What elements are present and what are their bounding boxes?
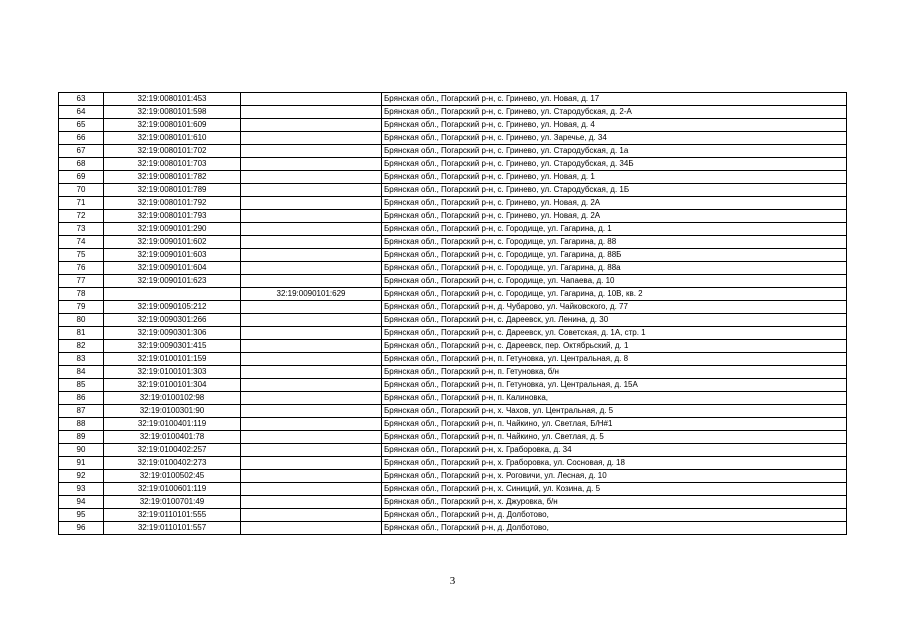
cadastral-number-cell: 32:19:0100402:273	[104, 457, 241, 470]
row-number-cell: 72	[59, 210, 104, 223]
address-cell: Брянская обл., Погарский р-н, п. Гетуновка, ул. Центральная, д. 8	[382, 353, 847, 366]
address-cell: Брянская обл., Погарский р-н, с. Гринево, ул. Стародубская, д. 1Б	[382, 184, 847, 197]
cadastral-number-cell: 32:19:0080101:702	[104, 145, 241, 158]
address-cell: Брянская обл., Погарский р-н, д. Долботово,	[382, 509, 847, 522]
table-row	[59, 275, 847, 288]
cadastral-number-secondary-cell	[241, 431, 382, 444]
cadastral-number-cell: 32:19:0090105:212	[104, 301, 241, 314]
address-cell: Брянская обл., Погарский р-н, х. Граборовка, ул. Сосновая, д. 18	[382, 457, 847, 470]
table-row	[59, 288, 847, 301]
cadastral-number-secondary-cell	[241, 392, 382, 405]
cadastral-number-secondary-cell	[241, 353, 382, 366]
address-cell: Брянская обл., Погарский р-н, с. Городище, ул. Гагарина, д. 10В, кв. 2	[382, 288, 847, 301]
cadastral-number-secondary-cell: 32:19:0090101:629	[241, 288, 382, 301]
address-cell: Брянская обл., Погарский р-н, д. Чубарово, ул. Чайковского, д. 77	[382, 301, 847, 314]
cadastral-number-cell: 32:19:0090101:602	[104, 236, 241, 249]
table-row	[59, 262, 847, 275]
row-number-cell: 93	[59, 483, 104, 496]
address-cell: Брянская обл., Погарский р-н, с. Гринево, ул. Заречье, д. 34	[382, 132, 847, 145]
cadastral-number-cell: 32:19:0100101:304	[104, 379, 241, 392]
address-cell: Брянская обл., Погарский р-н, п. Чайкино, ул. Светлая, Б/Н#1	[382, 418, 847, 431]
cadastral-number-cell: 32:19:0100101:159	[104, 353, 241, 366]
table-row	[59, 392, 847, 405]
cadastral-number-secondary-cell	[241, 262, 382, 275]
address-cell: Брянская обл., Погарский р-н, д. Долботово,	[382, 522, 847, 535]
row-number-cell: 91	[59, 457, 104, 470]
row-number-cell: 92	[59, 470, 104, 483]
row-number-cell: 81	[59, 327, 104, 340]
cadastral-number-cell: 32:19:0080101:703	[104, 158, 241, 171]
address-cell: Брянская обл., Погарский р-н, с. Дареевск, пер. Октябрьский, д. 1	[382, 340, 847, 353]
address-cell: Брянская обл., Погарский р-н, с. Гринево, ул. Новая, д. 17	[382, 93, 847, 106]
row-number-cell: 80	[59, 314, 104, 327]
cadastral-number-secondary-cell	[241, 314, 382, 327]
cadastral-number-secondary-cell	[241, 223, 382, 236]
cadastral-number-cell: 32:19:0100502:45	[104, 470, 241, 483]
row-number-cell: 66	[59, 132, 104, 145]
row-number-cell: 76	[59, 262, 104, 275]
cadastral-number-cell: 32:19:0080101:609	[104, 119, 241, 132]
row-number-cell: 89	[59, 431, 104, 444]
address-cell: Брянская обл., Погарский р-н, х. Синиций, ул. Козина, д. 5	[382, 483, 847, 496]
cadastral-number-cell: 32:19:0090101:604	[104, 262, 241, 275]
cadastral-number-secondary-cell	[241, 210, 382, 223]
table-row	[59, 327, 847, 340]
cadastral-number-cell: 32:19:0080101:793	[104, 210, 241, 223]
cadastral-number-secondary-cell	[241, 106, 382, 119]
address-cell: Брянская обл., Погарский р-н, п. Гетуновка, ул. Центральная, д. 15А	[382, 379, 847, 392]
row-number-cell: 75	[59, 249, 104, 262]
cadastral-number-secondary-cell	[241, 457, 382, 470]
table-row	[59, 249, 847, 262]
table-row	[59, 171, 847, 184]
cadastral-number-cell: 32:19:0080101:792	[104, 197, 241, 210]
cadastral-number-cell: 32:19:0100401:78	[104, 431, 241, 444]
table-row	[59, 106, 847, 119]
cadastral-number-cell: 32:19:0090301:415	[104, 340, 241, 353]
cadastral-number-secondary-cell	[241, 470, 382, 483]
row-number-cell: 83	[59, 353, 104, 366]
row-number-cell: 78	[59, 288, 104, 301]
row-number-cell: 70	[59, 184, 104, 197]
row-number-cell: 74	[59, 236, 104, 249]
cadastral-number-secondary-cell	[241, 327, 382, 340]
table-row	[59, 197, 847, 210]
cadastral-number-cell: 32:19:0080101:453	[104, 93, 241, 106]
address-cell: Брянская обл., Погарский р-н, с. Гринево, ул. Стародубская, д. 2-А	[382, 106, 847, 119]
cadastral-number-cell: 32:19:0090101:623	[104, 275, 241, 288]
cadastral-number-secondary-cell	[241, 366, 382, 379]
cadastral-number-secondary-cell	[241, 522, 382, 535]
table-row	[59, 418, 847, 431]
cadastral-number-cell: 32:19:0100401:119	[104, 418, 241, 431]
row-number-cell: 68	[59, 158, 104, 171]
cadastral-number-cell: 32:19:0080101:610	[104, 132, 241, 145]
table-row	[59, 340, 847, 353]
cadastral-number-cell: 32:19:0090301:266	[104, 314, 241, 327]
address-cell: Брянская обл., Погарский р-н, с. Городище, ул. Чапаева, д. 10	[382, 275, 847, 288]
cadastral-number-cell: 32:19:0100102:98	[104, 392, 241, 405]
address-cell: Брянская обл., Погарский р-н, с. Городище, ул. Гагарина, д. 88а	[382, 262, 847, 275]
table-row	[59, 379, 847, 392]
table-row	[59, 405, 847, 418]
row-number-cell: 71	[59, 197, 104, 210]
cadastral-number-cell: 32:19:0100601:119	[104, 483, 241, 496]
cadastral-number-secondary-cell	[241, 119, 382, 132]
address-cell: Брянская обл., Погарский р-н, х. Граборовка, д. 34	[382, 444, 847, 457]
address-cell: Брянская обл., Погарский р-н, с. Гринево, ул. Новая, д. 1	[382, 171, 847, 184]
table-row	[59, 366, 847, 379]
cadastral-number-cell	[104, 288, 241, 301]
address-cell: Брянская обл., Погарский р-н, х. Чахов, ул. Центральная, д. 5	[382, 405, 847, 418]
address-cell: Брянская обл., Погарский р-н, с. Городище, ул. Гагарина, д. 88Б	[382, 249, 847, 262]
cadastral-number-secondary-cell	[241, 145, 382, 158]
cadastral-number-secondary-cell	[241, 340, 382, 353]
page-number: 3	[449, 575, 456, 587]
address-cell: Брянская обл., Погарский р-н, х. Роговичи, ул. Лесная, д. 10	[382, 470, 847, 483]
cadastral-number-cell: 32:19:0090301:306	[104, 327, 241, 340]
row-number-cell: 64	[59, 106, 104, 119]
cadastral-number-secondary-cell	[241, 509, 382, 522]
table-row	[59, 483, 847, 496]
row-number-cell: 69	[59, 171, 104, 184]
cadastral-number-secondary-cell	[241, 249, 382, 262]
row-number-cell: 82	[59, 340, 104, 353]
address-cell: Брянская обл., Погарский р-н, с. Гринево, ул. Стародубская, д. 34Б	[382, 158, 847, 171]
address-cell: Брянская обл., Погарский р-н, п. Чайкино, ул. Светлая, д. 5	[382, 431, 847, 444]
address-cell: Брянская обл., Погарский р-н, с. Городище, ул. Гагарина, д. 88	[382, 236, 847, 249]
address-cell: Брянская обл., Погарский р-н, с. Гринево, ул. Стародубская, д. 1а	[382, 145, 847, 158]
row-number-cell: 88	[59, 418, 104, 431]
cadastral-number-secondary-cell	[241, 184, 382, 197]
cadastral-number-cell: 32:19:0080101:598	[104, 106, 241, 119]
cadastral-number-secondary-cell	[241, 171, 382, 184]
cadastral-number-cell: 32:19:0100301:90	[104, 405, 241, 418]
registry-table-body	[59, 93, 847, 535]
cadastral-number-secondary-cell	[241, 93, 382, 106]
cadastral-number-secondary-cell	[241, 418, 382, 431]
cadastral-number-secondary-cell	[241, 483, 382, 496]
row-number-cell: 77	[59, 275, 104, 288]
cadastral-number-cell: 32:19:0080101:782	[104, 171, 241, 184]
address-cell: Брянская обл., Погарский р-н, с. Дареевск, ул. Советская, д. 1А, стр. 1	[382, 327, 847, 340]
cadastral-number-secondary-cell	[241, 197, 382, 210]
cadastral-number-secondary-cell	[241, 275, 382, 288]
address-cell: Брянская обл., Погарский р-н, п. Калиновка,	[382, 392, 847, 405]
table-row	[59, 236, 847, 249]
row-number-cell: 85	[59, 379, 104, 392]
cadastral-number-cell: 32:19:0110101:555	[104, 509, 241, 522]
row-number-cell: 73	[59, 223, 104, 236]
table-row	[59, 210, 847, 223]
address-cell: Брянская обл., Погарский р-н, с. Гринево, ул. Новая, д. 4	[382, 119, 847, 132]
table-row	[59, 119, 847, 132]
table-row	[59, 158, 847, 171]
cadastral-number-cell: 32:19:0090101:290	[104, 223, 241, 236]
cadastral-number-secondary-cell	[241, 444, 382, 457]
cadastral-number-cell: 32:19:0080101:789	[104, 184, 241, 197]
row-number-cell: 95	[59, 509, 104, 522]
row-number-cell: 87	[59, 405, 104, 418]
table-row	[59, 132, 847, 145]
row-number-cell: 84	[59, 366, 104, 379]
table-row	[59, 431, 847, 444]
row-number-cell: 86	[59, 392, 104, 405]
cadastral-number-secondary-cell	[241, 132, 382, 145]
cadastral-number-secondary-cell	[241, 379, 382, 392]
address-cell: Брянская обл., Погарский р-н, с. Дареевск, ул. Ленина, д. 30	[382, 314, 847, 327]
row-number-cell: 65	[59, 119, 104, 132]
table-row	[59, 145, 847, 158]
table-row	[59, 470, 847, 483]
table-row	[59, 353, 847, 366]
table-row	[59, 457, 847, 470]
table-row	[59, 301, 847, 314]
cadastral-number-secondary-cell	[241, 405, 382, 418]
table-row	[59, 444, 847, 457]
row-number-cell: 67	[59, 145, 104, 158]
table-row	[59, 509, 847, 522]
cadastral-number-secondary-cell	[241, 236, 382, 249]
address-cell: Брянская обл., Погарский р-н, с. Гринево, ул. Новая, д. 2А	[382, 197, 847, 210]
cadastral-number-cell: 32:19:0100402:257	[104, 444, 241, 457]
cadastral-number-cell: 32:19:0100701:49	[104, 496, 241, 509]
table-row	[59, 184, 847, 197]
cadastral-number-cell: 32:19:0100101:303	[104, 366, 241, 379]
table-row	[59, 223, 847, 236]
row-number-cell: 63	[59, 93, 104, 106]
table-row	[59, 496, 847, 509]
table-row	[59, 314, 847, 327]
registry-table	[58, 92, 847, 535]
cadastral-number-secondary-cell	[241, 496, 382, 509]
cadastral-number-secondary-cell	[241, 158, 382, 171]
cadastral-number-cell: 32:19:0090101:603	[104, 249, 241, 262]
table-row	[59, 522, 847, 535]
address-cell: Брянская обл., Погарский р-н, п. Гетуновка, б/н	[382, 366, 847, 379]
table-row	[59, 93, 847, 106]
cadastral-number-cell: 32:19:0110101:557	[104, 522, 241, 535]
row-number-cell: 94	[59, 496, 104, 509]
address-cell: Брянская обл., Погарский р-н, с. Гринево, ул. Новая, д. 2А	[382, 210, 847, 223]
address-cell: Брянская обл., Погарский р-н, х. Джуровка, б/н	[382, 496, 847, 509]
row-number-cell: 96	[59, 522, 104, 535]
row-number-cell: 90	[59, 444, 104, 457]
row-number-cell: 79	[59, 301, 104, 314]
cadastral-number-secondary-cell	[241, 301, 382, 314]
address-cell: Брянская обл., Погарский р-н, с. Городище, ул. Гагарина, д. 1	[382, 223, 847, 236]
